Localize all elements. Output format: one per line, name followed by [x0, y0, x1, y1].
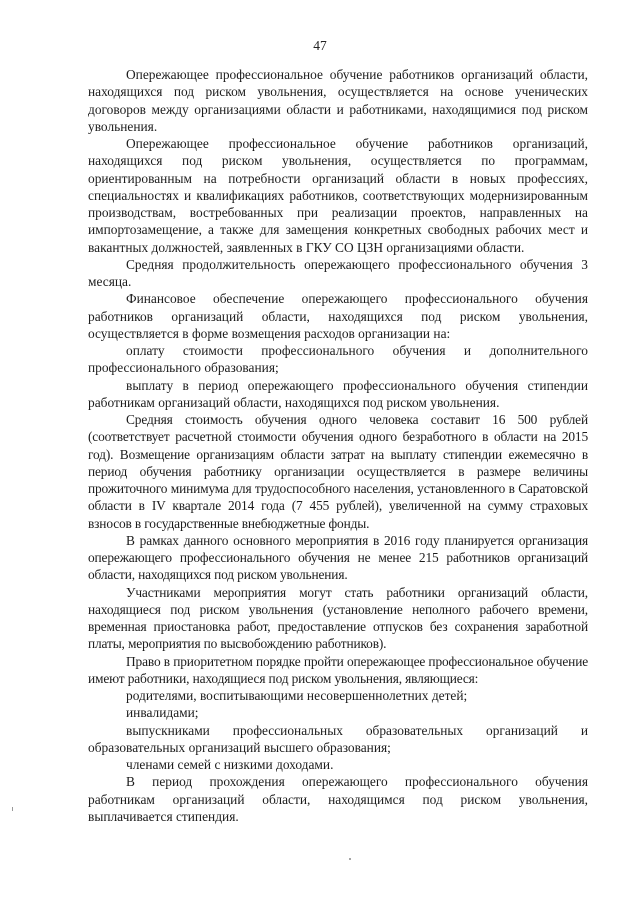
paragraph: Средняя продолжительность опережающего профессионального обучения 3 месяца. [88, 256, 588, 289]
list-item: членами семей с низкими доходами. [126, 757, 334, 772]
list-item: оплату стоимости профессионального обучения и дополнительного профессионального образования; [88, 343, 588, 376]
paragraph: В рамках данного основного мероприятия в 2016 году планируется организация опережающего профессионального обучения не менее 215 работников организаций области, находящихся под риском увольнения. [88, 532, 588, 583]
paragraph: Право в приоритетном порядке пройти опережающее профессиональное обучение имеют работники, находящиеся под риском увольнения, являющиеся: [88, 653, 588, 686]
list-item: выплату в период опережающего профессионального обучения стипендии работникам организаций области, находящихся под риском увольнения. [88, 377, 588, 410]
scan-dot [349, 858, 351, 860]
scan-mark [12, 807, 13, 811]
paragraph: Опережающее профессиональное обучение работников организаций, находящихся под риском увольнения, осуществляется по программам, ориентированным на потребности организаций области в новых профессиях, специальностях и квалификациях работников, соответствующих модернизированным производствам, востребованных при реализации проектов, направленных на импортозамещение, а также для замещения конкретных свободных рабочих мест и вакантных должностей, заявленных в ГКУ СО ЦЗН организациями области. [88, 136, 588, 255]
list-item: выпускниками профессиональных образовательных организаций и образовательных организаций высшего образования; [88, 722, 588, 755]
paragraph: Опережающее профессиональное обучение работников организаций области, находящихся под риском увольнения, осуществляется на основе ученических договоров между организациями области и работниками, находящимися под риском увольнения. [88, 67, 588, 134]
paragraph: В период прохождения опережающего профессионального обучения работникам организаций области, находящимся под риском увольнения, выплачивается стипендия. [88, 774, 588, 824]
page-number: 47 [313, 38, 327, 53]
list-item: родителями, воспитывающими несовершеннолетних детей; [126, 688, 468, 703]
paragraph: Средняя стоимость обучения одного человека составит 16 500 рублей (соответствует расчетной стоимости обучения одного безработного в области на 2015 год). Возмещение организациям области затрат на выплату стипендии ежемесячно в период обучения работнику организации осуществляется в размере величины прожиточного минимума для трудоспособного населения, установленного в Саратовской области в IV квартале 2014 года (7 455 рублей), увеличенной на сумму страховых взносов в государственные внебюджетные фонды. [88, 412, 588, 531]
list-item: инвалидами; [126, 705, 199, 721]
document-body [88, 66, 588, 825]
paragraph: Финансовое обеспечение опережающего профессионального обучения работников организаций области, находящихся под риском увольнения, осуществляется в форме возмещения расходов организации на: [88, 291, 588, 341]
paragraph: Участниками мероприятия могут стать работники организаций области, находящиеся под риском увольнения (установление неполного рабочего времени, временная приостановка работ, предоставление отпусков без сохранения заработной платы, мероприятия по высвобождению работников). [88, 584, 588, 652]
